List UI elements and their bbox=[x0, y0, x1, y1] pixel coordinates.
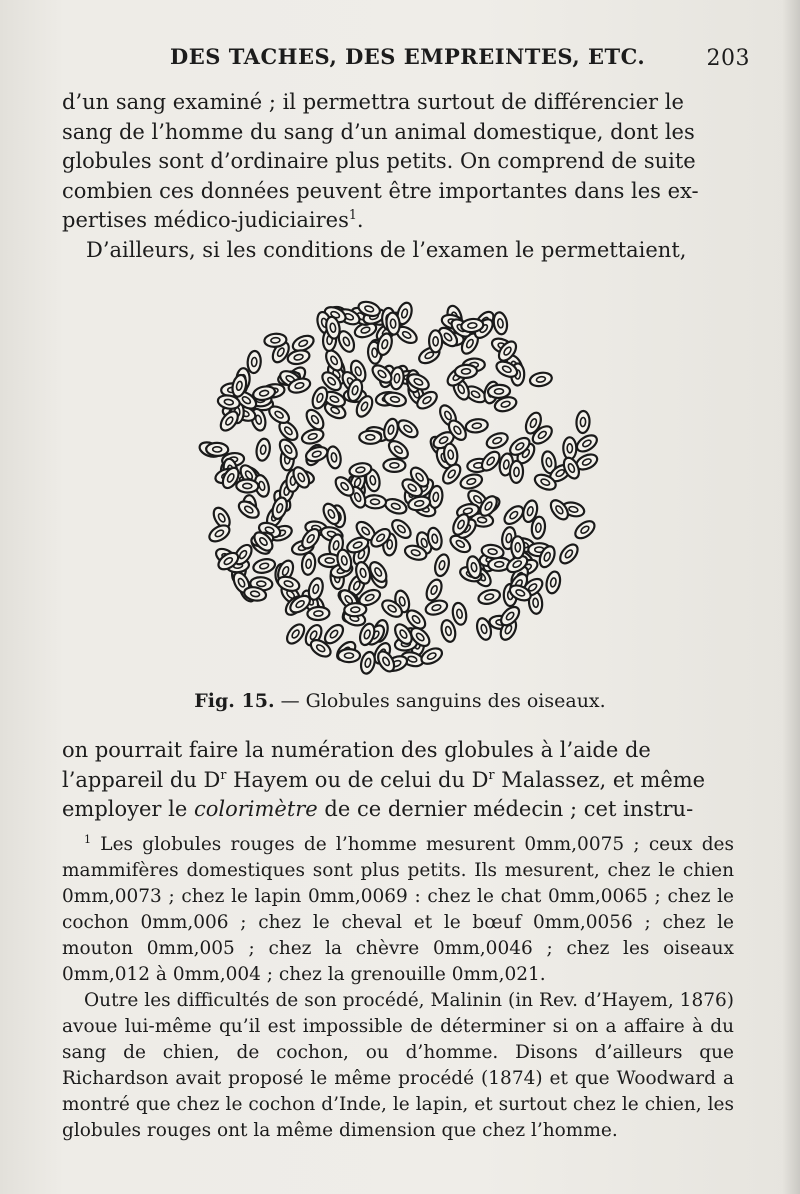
blood-cell bbox=[501, 503, 526, 527]
blood-cell bbox=[247, 351, 262, 374]
blood-cell bbox=[485, 430, 510, 451]
blood-cell bbox=[307, 577, 326, 602]
blood-cell bbox=[255, 438, 271, 462]
superscript: r bbox=[488, 766, 495, 782]
text-span: de ce dernier médecin ; cet instru- bbox=[317, 797, 694, 821]
footnote-text: Les globules rouges de l’homme mesurent 0mm,0075 ; ceux des mammifères domestiques sont plus petits. Ils mesurent, chez le chien 0mm,0073 ; chez le lapin 0mm,0069 : chez le chat 0mm,0065 ; chez le cochon 0mm,006 ; chez le cheval et le bœuf 0mm,0056 ; chez le mouton 0mm,005 ; chez la chèvre 0mm,0046 ; chez les oiseaux 0mm,012 à 0mm,004 ; chez la grenouille 0mm,021. bbox=[62, 834, 734, 985]
text-line: sang de l’homme du sang d’un animal domestique, dont les bbox=[62, 119, 695, 144]
text-line bbox=[62, 766, 734, 796]
text-span: l’appareil du D bbox=[62, 767, 221, 792]
text-line: d’un sang examiné ; il permettra surtout de différencier le bbox=[62, 90, 684, 114]
blood-cell bbox=[236, 479, 258, 493]
text-line: D’ailleurs, si les conditions de l’examen le permettaient, bbox=[86, 237, 687, 262]
blood-cell bbox=[455, 364, 478, 378]
blood-cell bbox=[300, 427, 325, 446]
blood-cell bbox=[574, 432, 600, 455]
running-title: DES TACHES, DES EMPREINTES, ETC. bbox=[170, 44, 646, 69]
text-span: Hayem ou de celui du D bbox=[226, 767, 489, 792]
scan-shadow bbox=[782, 0, 800, 1194]
blood-cell bbox=[576, 411, 590, 434]
blood-cell bbox=[206, 443, 228, 457]
caption-label: Fig. 15. bbox=[194, 690, 275, 712]
blood-cell bbox=[382, 418, 400, 442]
blood-cell bbox=[344, 603, 367, 617]
text-span: . bbox=[356, 208, 364, 232]
blood-cell bbox=[433, 553, 451, 578]
blood-cell bbox=[276, 574, 301, 593]
blood-cell bbox=[364, 495, 387, 509]
text-line: combien ces données peuvent être importantes dans les ex- bbox=[62, 178, 699, 203]
blood-cell bbox=[563, 437, 576, 459]
blood-cell bbox=[307, 606, 330, 620]
blood-cell bbox=[286, 348, 310, 366]
text-line: on pourrait faire la numération des globules à l’aide de bbox=[62, 738, 651, 762]
caption-text: — Globules sanguins des oiseaux. bbox=[274, 690, 606, 712]
text-span: pertises médico-judiciaires bbox=[62, 208, 349, 232]
blood-cell bbox=[252, 385, 276, 402]
blood-cell bbox=[465, 418, 489, 434]
blood-cell bbox=[326, 445, 343, 469]
superscript: r bbox=[220, 766, 227, 782]
text-line bbox=[62, 795, 734, 825]
figure-caption bbox=[0, 690, 800, 712]
blood-cell bbox=[270, 496, 289, 521]
blood-cell bbox=[304, 445, 329, 464]
blood-cell bbox=[429, 330, 442, 352]
text-line: globules sont d’ordinaire plus petits. On comprend de suite bbox=[62, 149, 696, 173]
blood-cells-figure bbox=[180, 282, 620, 682]
blood-cell bbox=[424, 577, 445, 602]
footnote-continuation: Outre les difficultés de son procédé, Malinin (in Rev. d’Hayem, 1876) avoue lui-même qu’il est impossible de déterminer si on a affaire à du sang de chien, de cochon, ou d’homme. Disons d’ailleurs que Richardson avait proposé le même procédé (1874) et que Woodward a montré que chez le cochon d’Inde, le lapin, et surtout chez le chien, les globules rouges ont la même dimension que chez l’homme. bbox=[62, 990, 734, 1141]
text-line bbox=[62, 206, 734, 236]
blood-cell bbox=[383, 459, 405, 472]
text-span: Malassez, et même bbox=[494, 767, 706, 792]
blood-cell bbox=[264, 333, 287, 348]
blood-cell bbox=[359, 431, 381, 444]
footnote-ref: 1 bbox=[348, 207, 357, 222]
blood-cell bbox=[572, 518, 597, 542]
blood-cell bbox=[488, 384, 511, 398]
blood-cell bbox=[477, 588, 502, 607]
footnotes bbox=[62, 832, 734, 1144]
blood-cell bbox=[492, 311, 508, 335]
blood-cell bbox=[301, 552, 316, 575]
footnote-mark: 1 bbox=[84, 832, 92, 846]
paragraph-top bbox=[62, 88, 734, 265]
blood-cell bbox=[511, 536, 524, 558]
blood-cell bbox=[545, 570, 562, 594]
text-span: employer le bbox=[62, 797, 194, 821]
blood-cell bbox=[236, 498, 262, 521]
blood-cell bbox=[439, 619, 457, 643]
blood-cell bbox=[548, 497, 572, 522]
blood-cell bbox=[395, 417, 420, 441]
blood-cell bbox=[303, 407, 326, 432]
blood-cell bbox=[510, 461, 524, 483]
blood-cell bbox=[338, 649, 360, 662]
blood-cell bbox=[557, 541, 581, 566]
footnote-1 bbox=[62, 832, 734, 988]
blood-cell bbox=[451, 602, 468, 626]
blood-cell bbox=[284, 621, 308, 646]
blood-cell bbox=[359, 651, 377, 675]
blood-cell bbox=[459, 472, 484, 491]
blood-cell bbox=[252, 557, 276, 575]
blood-cell bbox=[529, 371, 553, 388]
blood-cell bbox=[424, 598, 449, 617]
page-number: 203 bbox=[706, 46, 750, 71]
paragraph-bottom bbox=[62, 736, 734, 825]
italic-term: colorimètre bbox=[193, 797, 318, 821]
